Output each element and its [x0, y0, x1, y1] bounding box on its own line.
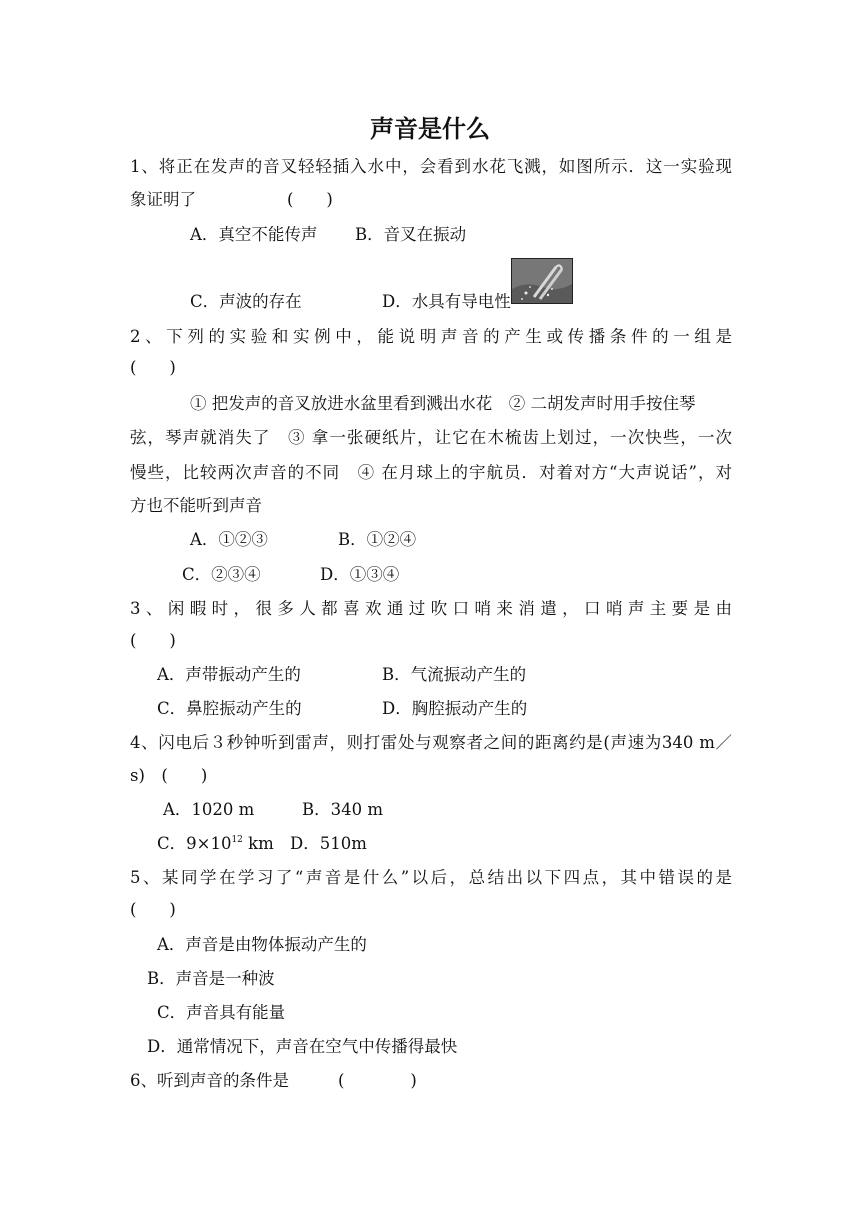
q2-option-a: A．①②③ [190, 530, 268, 549]
q1-option-b: B．音叉在振动 [355, 225, 467, 244]
q3-option-b: B．气流振动产生的 [382, 665, 527, 684]
q3-option-c: C．鼻腔振动产生的 [157, 699, 302, 718]
q4-option-a: A．1020 m [163, 800, 255, 819]
q6-answer-paren: ( ) [338, 1071, 417, 1090]
q1-option-a: A．真空不能传声 [190, 225, 318, 244]
q3-option-a: A．声带振动产生的 [157, 665, 301, 684]
q2-answer-paren: ( ) [130, 358, 176, 377]
q4-option-c-exponent: 12 [231, 835, 243, 845]
q2-item-line-3: 慢些，比较两次声音的不同 ④ 在月球上的宇航员．对着对方“大声说话”，对 [130, 463, 732, 482]
q4-stem-line-2: s) ( ) [130, 766, 208, 785]
q1-option-d: D．水具有导电性 [382, 292, 511, 311]
q4-option-c-unit: km [242, 834, 274, 853]
q5-option-c: C．声音具有能量 [157, 1003, 286, 1022]
q5-option-d: D．通常情况下，声音在空气中传播得最快 [147, 1037, 458, 1056]
q4-option-c-base: C．9×10 [157, 834, 232, 853]
q2-option-b: B．①②④ [338, 530, 417, 549]
tuning-fork-photo-icon [511, 258, 573, 304]
q1-option-c: C．声波的存在 [190, 292, 302, 311]
q2-item-line-4: 方也不能听到声音 [130, 496, 262, 515]
q4-option-c [157, 832, 274, 856]
q3-stem-line-1: 3、闲暇时，很多人都喜欢通过吹口哨来消遣，口哨声主要是由 [130, 599, 732, 618]
q4-option-b: B．340 m [302, 800, 384, 819]
q5-stem-line-1: 5、某同学在学习了“声音是什么”以后，总结出以下四点，其中错误的是 [130, 868, 732, 887]
q5-answer-paren: ( ) [130, 900, 176, 919]
q4-option-d: D．510m [290, 834, 367, 853]
q2-stem-line-1: 2、下列的实验和实例中，能说明声音的产生或传播条件的一组是 [130, 327, 732, 346]
q5-option-a: A．声音是由物体振动产生的 [157, 935, 367, 954]
q2-item-line-1: ① 把发声的音叉放进水盆里看到溅出水花 ② 二胡发声时用手按住琴 [190, 394, 696, 413]
q3-answer-paren: ( ) [130, 631, 176, 650]
q1-stem-line-2: 象证明了 [130, 190, 196, 209]
q2-item-line-2: 弦，琴声就消失了 ③ 拿一张硬纸片，让它在木梳齿上划过，一次快些，一次 [130, 428, 732, 447]
q1-stem-line-1: 1、将正在发声的音叉轻轻插入水中，会看到水花飞溅，如图所示．这一实验现 [130, 157, 732, 176]
q5-option-b: B．声音是一种波 [147, 969, 275, 988]
q2-option-d: D．①③④ [320, 565, 400, 584]
q2-option-c: C．②③④ [182, 565, 261, 584]
q1-answer-paren: ( ) [287, 190, 333, 209]
q3-option-d: D．胸腔振动产生的 [382, 699, 528, 718]
page-title: 声音是什么 [370, 115, 490, 143]
q6-stem: 6、听到声音的条件是 [130, 1071, 289, 1090]
q4-stem-line-1: 4、闪电后３秒钟听到雷声，则打雷处与观察者之间的距离约是(声速为340 m／ [130, 733, 732, 752]
